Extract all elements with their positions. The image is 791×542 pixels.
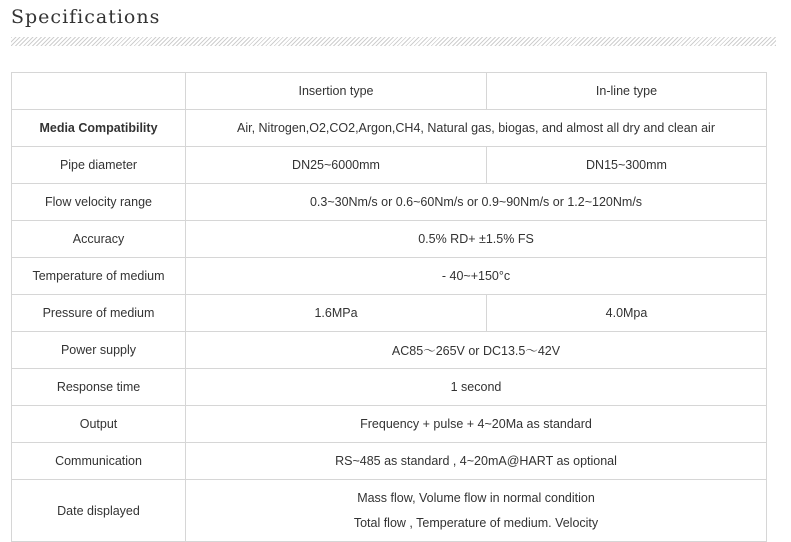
header-inline-type: In-line type	[487, 73, 767, 110]
row-value-accuracy: 0.5% RD+ ±1.5% FS	[186, 221, 767, 258]
row-value-pipe-diameter-insertion: DN25~6000mm	[186, 147, 487, 184]
date-displayed-line-1: Mass flow, Volume flow in normal condition	[357, 490, 595, 505]
row-label-pressure: Pressure of medium	[12, 295, 186, 332]
row-value-media-compatibility: Air, Nitrogen,O2,CO2,Argon,CH4, Natural gas, biogas, and almost all dry and clean air	[186, 110, 767, 147]
row-value-pressure-inline: 4.0Mpa	[487, 295, 767, 332]
date-displayed-line-2: Total flow , Temperature of medium. Velocity	[353, 515, 599, 530]
row-label-response-time: Response time	[12, 369, 186, 406]
title-divider	[11, 37, 776, 46]
table-header-row	[12, 73, 767, 110]
header-insertion-type: Insertion type	[186, 73, 487, 110]
table-row	[12, 258, 767, 295]
row-label-output: Output	[12, 406, 186, 443]
table-row	[12, 184, 767, 221]
table-row	[12, 110, 767, 147]
row-value-output: Frequency + pulse + 4~20Ma as standard	[186, 406, 767, 443]
row-label-flow-velocity: Flow velocity range	[12, 184, 186, 221]
table-row	[12, 147, 767, 184]
row-label-temperature: Temperature of medium	[12, 258, 186, 295]
row-label-pipe-diameter: Pipe diameter	[12, 147, 186, 184]
row-value-communication: RS~485 as standard , 4~20mA@HART as optional	[186, 443, 767, 480]
row-value-pressure-insertion: 1.6MPa	[186, 295, 487, 332]
row-value-power-supply: AC85～265V or DC13.5～42V	[186, 332, 767, 369]
table-row	[12, 369, 767, 406]
table-row	[12, 406, 767, 443]
row-label-media-compatibility: Media Compatibility	[12, 110, 186, 147]
row-value-pipe-diameter-inline: DN15~300mm	[487, 147, 767, 184]
row-value-date-displayed	[186, 480, 767, 542]
header-corner	[12, 73, 186, 110]
table-row	[12, 480, 767, 542]
table-row	[12, 332, 767, 369]
table-row	[12, 443, 767, 480]
row-label-communication: Communication	[12, 443, 186, 480]
table-row	[12, 295, 767, 332]
table-row	[12, 221, 767, 258]
page-title: Specifications	[11, 6, 161, 28]
row-value-flow-velocity: 0.3~30Nm/s or 0.6~60Nm/s or 0.9~90Nm/s or 1.2~120Nm/s	[186, 184, 767, 221]
specifications-table	[11, 72, 767, 542]
row-value-response-time: 1 second	[186, 369, 767, 406]
row-label-power-supply: Power supply	[12, 332, 186, 369]
row-value-temperature: - 40~+150°c	[186, 258, 767, 295]
row-label-accuracy: Accuracy	[12, 221, 186, 258]
row-label-date-displayed: Date displayed	[12, 480, 186, 542]
